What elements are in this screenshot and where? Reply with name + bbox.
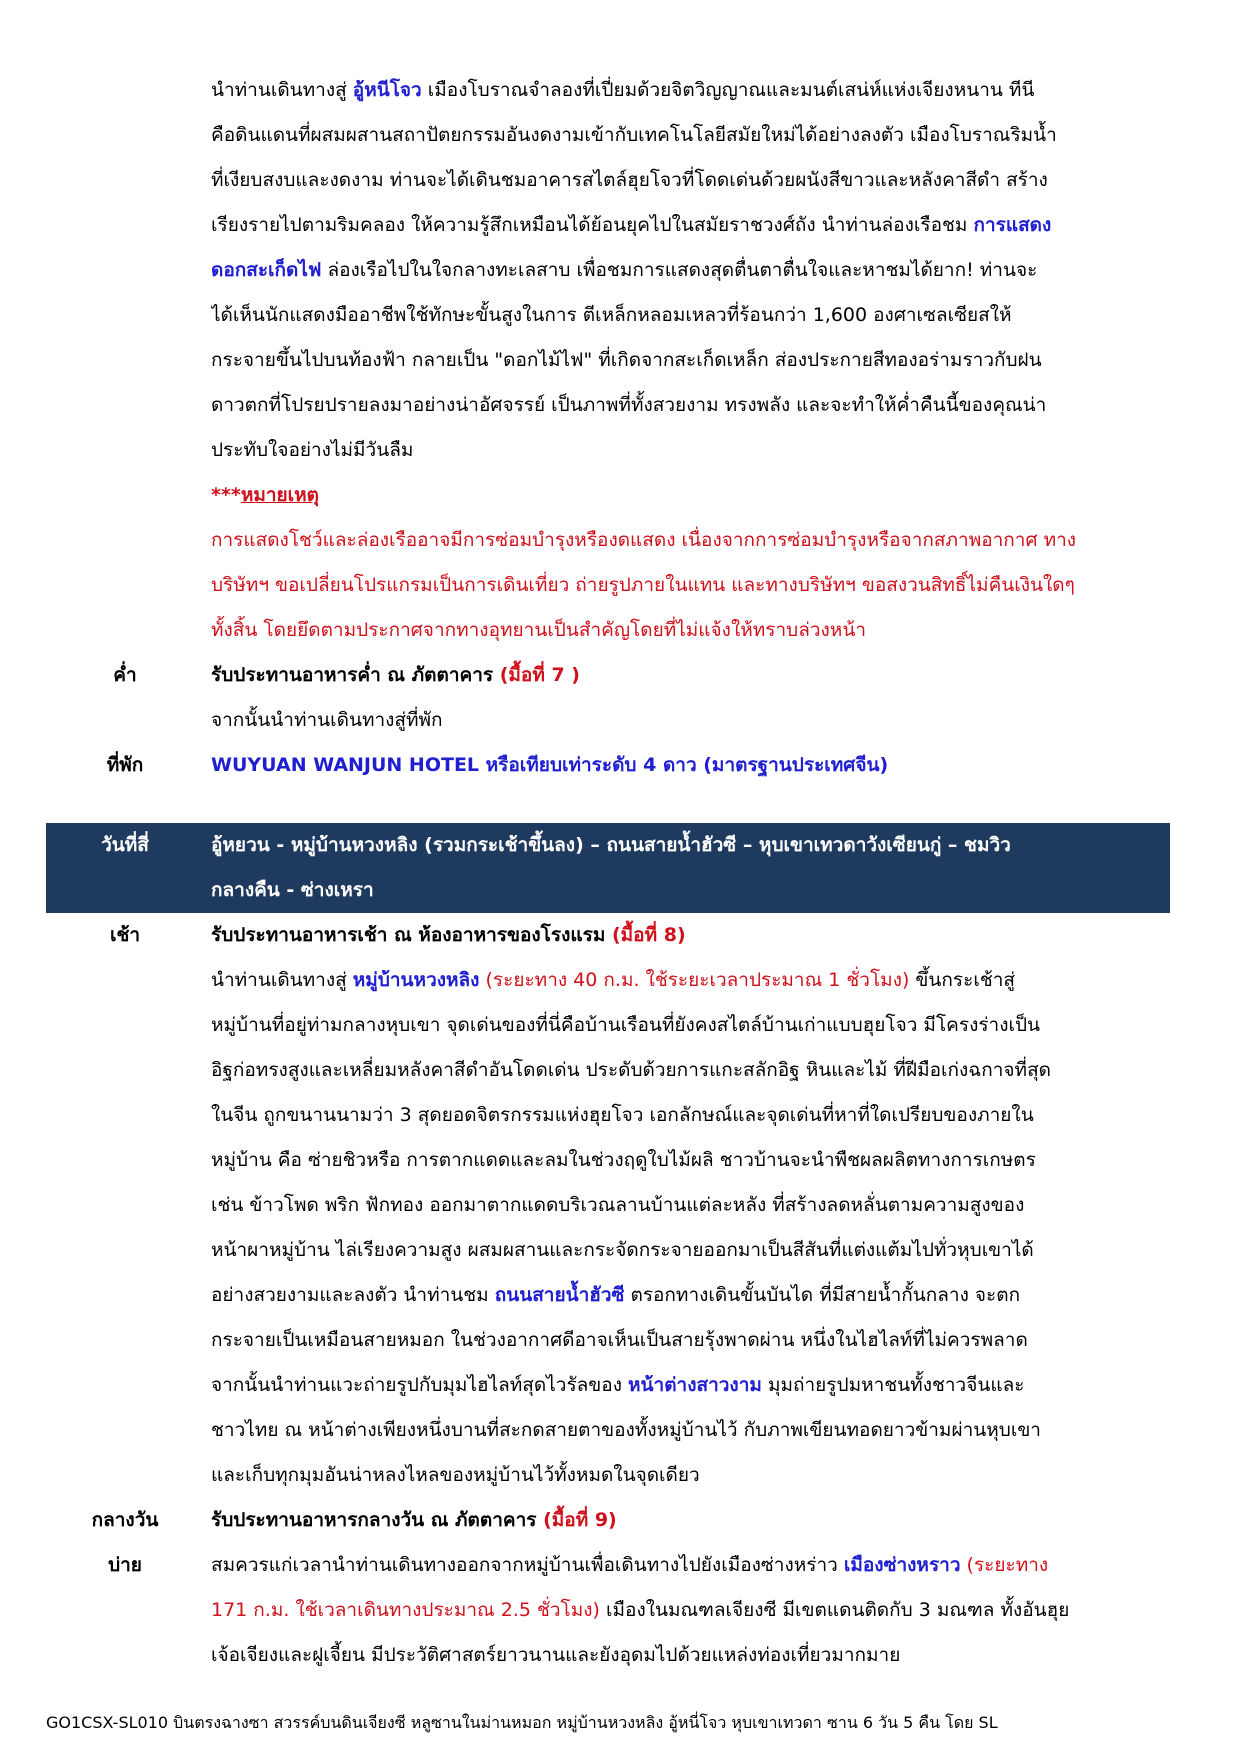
- day4-header: [46, 823, 1170, 913]
- text-span: เมืองโบราณจำลองที่เปี่ยมด้วยจิตวิญญาณและมนต์เสน่ห์แห่งเจียงหนาน ทีนี: [421, 79, 1035, 101]
- note-title: หมายเหตุ: [240, 484, 320, 506]
- text-line: [211, 1543, 1166, 1588]
- dinner-line: [211, 653, 1166, 698]
- lunch-label: กลางวัน: [91, 1509, 159, 1531]
- text-line: ประทับใจอย่างไม่มีวันลืม: [211, 439, 414, 461]
- text-line: เช่น ข้าวโพด พริก ฟักทอง ออกมาตากแดดบริเวณลานบ้านแต่ละหลัง ที่สร้างลดหลั่นตามความสูงของ: [211, 1194, 1025, 1216]
- text-span: เรียงรายไปตามริมคลอง ให้ความรู้สึกเหมือนได้ย้อนยุคไปในสมัยราชวงศ์ถัง นำท่านล่องเรือชม: [211, 214, 974, 236]
- text-span: รับประทานอาหารค่ำ ณ ภัตตาคาร: [211, 664, 500, 686]
- text-line: [211, 248, 1166, 293]
- text-span: มุมถ่ายรูปมหาชนทั้งชาวจีนและ: [761, 1374, 1025, 1396]
- text-line: [211, 68, 1166, 113]
- day4-morning-paragraph: [211, 958, 1166, 1498]
- day-title: [211, 823, 1166, 913]
- breakfast-block: [211, 913, 1166, 958]
- text-line: ได้เห็นนักแสดงมืออาชีพใช้ทักษะขั้นสูงในการ ตีเหล็กหลอมเหลวที่ร้อนกว่า 1,600 องศาเซลเซียสให้: [211, 304, 1012, 326]
- note-line: การแสดงโชว์และล่องเรืออาจมีการซ่อมบำรุงหรืองดแสดง เนื่องจากการซ่อมบำรุงหรือจากสภาพอากาศ ทาง: [211, 529, 1077, 551]
- text-line: ที่เงียบสงบและงดงาม ท่านจะได้เดินชมอาคารสไตล์ฮุยโจวที่โดดเด่นด้วยผนังสีขาวและหลังคาสีดำ สร้าง: [211, 169, 1048, 191]
- text-line: หมู่บ้าน คือ ซ่ายชิวหรือ การตากแดดและลมในช่วงฤดูใบไม้ผลิ ชาวบ้านจะนำพืชผลผลิตทางการเกษตร: [211, 1149, 1036, 1171]
- lunch-block: [211, 1498, 1166, 1543]
- place-highlight: หน้าต่างสาวงาม: [628, 1374, 762, 1396]
- text-span: นำท่านเดินทางสู่: [211, 969, 353, 991]
- text-span: อย่างสวยงามและลงตัว นำท่านชม: [211, 1284, 495, 1306]
- text-line: และเก็บทุกมุมอันน่าหลงไหลของหมู่บ้านไว้ทั้งหมดในจุดเดียว: [211, 1464, 700, 1486]
- hotel-name: WUYUAN WANJUN HOTEL หรือเทียบเท่าระดับ 4 ดาว (มาตรฐานประเทศจีน): [211, 754, 889, 776]
- place-highlight: การแสดง: [973, 214, 1052, 236]
- afternoon-block: [211, 1543, 1166, 1678]
- text-span: นำท่านเดินทางสู่: [211, 79, 353, 101]
- text-line: คือดินแดนที่ผสมผสานสถาปัตยกรรมอันงดงามเข้ากับเทคโนโลยีสมัยใหม่ได้อย่างลงตัว เมืองโบราณริมน้ำ: [211, 124, 1057, 146]
- note-heading: [211, 473, 1166, 518]
- dinner-label: ค่ำ: [113, 664, 137, 686]
- place-highlight: เมืองซ่างหราว: [843, 1554, 961, 1576]
- text-span: ตรอกทางเดินขั้นบันได ที่มีสายน้ำกั้นกลาง จะตก: [624, 1284, 1021, 1306]
- text-line: [211, 1588, 1166, 1633]
- distance-note: 171 ก.ม. ใช้เวลาเดินทางประมาณ 2.5 ชั่วโมง): [211, 1599, 600, 1621]
- text-line: [211, 203, 1166, 248]
- hotel-block: [211, 743, 1166, 788]
- place-highlight: ดอกสะเก็ดไฟ: [211, 259, 322, 281]
- text-span: สมควรแก่เวลานำท่านเดินทางออกจากหมู่บ้านเพื่อเดินทางไปยังเมืองซ่างหร่าว: [211, 1554, 844, 1576]
- text-line: [211, 1273, 1166, 1318]
- text-line: หมู่บ้านที่อยู่ท่ามกลางหุบเขา จุดเด่นของที่นี่คือบ้านเรือนที่ยังคงสไตล์บ้านเก่าแบบฮุยโจว มีโครงร่างเป็น: [211, 1014, 1041, 1036]
- text-line: [211, 958, 1166, 1003]
- day-title-line: อู้หยวน - หมู่บ้านหวงหลิง (รวมกระเช้าขึ้นลง) – ถนนสายน้ำฮัวซี – หุบเขาเทวดาวังเซียนกู่ – ชมวิว: [211, 834, 1011, 856]
- text-span: รับประทานอาหารกลางวัน ณ ภัตตาคาร: [211, 1509, 544, 1531]
- text-line: ชาวไทย ณ หน้าต่างเพียงหนึ่งบานที่สะกดสายตาของทั้งหมู่บ้านไว้ กับภาพเขียนทอดยาวข้ามผ่านหุบเขา: [211, 1419, 1041, 1441]
- note-prefix: ***: [211, 484, 241, 506]
- text-span: เมืองในมณฑลเจียงซี มีเขตแดนติดกับ 3 มณฑล ทั้งอันฮุย: [599, 1599, 1070, 1621]
- text-span: จากนั้นนำท่านแวะถ่ายรูปกับมุมไฮไลท์สุดไวรัลของ: [211, 1374, 629, 1396]
- place-highlight: หมู่บ้านหวงหลิง: [352, 969, 480, 991]
- dinner-block: [211, 653, 1166, 743]
- day3-paragraph: [211, 68, 1166, 473]
- day-label: วันที่สี่: [101, 834, 149, 856]
- text-line: [211, 1363, 1166, 1408]
- hotel-label: ที่พัก: [106, 754, 144, 776]
- page-footer: GO1CSX-SL010 บินตรงฉางซา สวรรค์บนดินเจียงซี หลูซานในม่านหมอก หมู่บ้านหวงหลิง อู้หนี่โจว หุบเขาเทวดา ซาน 6 วัน 5 คืน โดย SL: [46, 1713, 998, 1732]
- meal-number: (มื้อที่ 7 ): [499, 664, 580, 686]
- note-block: [211, 473, 1166, 653]
- distance-note: (ระยะทาง: [960, 1554, 1049, 1576]
- meal-number: (มื้อที่ 8): [611, 924, 686, 946]
- note-line: บริษัทฯ ขอเปลี่ยนโปรแกรมเป็นการเดินเที่ยว ถ่ายรูปภายในแทน และทางบริษัทฯ ขอสงวนสิทธิ์ไม่คืนเงินใดๆ: [211, 574, 1075, 596]
- text-line: ดาวตกที่โปรยปรายลงมาอย่างน่าอัศจรรย์ เป็นภาพที่ทั้งสวยงาม ทรงพลัง และจะทำให้ค่ำคืนนี้ของคุณน่า: [211, 394, 1047, 416]
- breakfast-label: เช้า: [109, 924, 141, 946]
- distance-note: (ระยะทาง 40 ก.ม. ใช้ระยะเวลาประมาณ 1 ชั่วโมง): [479, 969, 910, 991]
- text-line: กระจายเป็นเหมือนสายหมอก ในช่วงอากาศดีอาจเห็นเป็นสายรุ้งพาดผ่าน หนึ่งในไฮไลท์ที่ไม่ควรพลาด: [211, 1329, 1028, 1351]
- day-title-line: กลางคืน - ซ่างเหรา: [211, 879, 374, 901]
- text-span: รับประทานอาหารเช้า ณ ห้องอาหารของโรงแรม: [211, 924, 612, 946]
- text-line: หน้าผาหมู่บ้าน ไล่เรียงความสูง ผสมผสานและกระจัดกระจายออกมาเป็นสีสันที่แต่งแต้มไปทั่วหุบเขาได้: [211, 1239, 1034, 1261]
- breakfast-line: [211, 913, 1166, 958]
- place-highlight: ถนนสายน้ำฮัวซี: [494, 1284, 625, 1306]
- text-span: ล่องเรือไปในใจกลางทะเลสาบ เพื่อชมการแสดงสุดตื่นตาตื่นใจและหาชมได้ยาก! ท่านจะ: [321, 259, 1038, 281]
- lunch-line: [211, 1498, 1166, 1543]
- note-line: ทั้งสิ้น โดยยึดตามประกาศจากทางอุทยานเป็นสำคัญโดยที่ไม่แจ้งให้ทราบล่วงหน้า: [211, 619, 866, 641]
- place-highlight: อู้หนีโจว: [352, 79, 422, 101]
- meal-number: (มื้อที่ 9): [543, 1509, 617, 1531]
- text-line: จากนั้นนำท่านเดินทางสู่ที่พัก: [211, 709, 443, 731]
- text-line: เจ้อเจียงและฝูเจี้ยน มีประวัติศาสตร์ยาวนานและยังอุดมไปด้วยแหล่งท่องเที่ยวมากมาย: [211, 1644, 901, 1666]
- afternoon-label: บ่าย: [108, 1554, 142, 1576]
- text-line: กระจายขึ้นไปบนท้องฟ้า กลายเป็น "ดอกไม้ไฟ" ที่เกิดจากสะเก็ดเหล็ก ส่องประกายสีทองอร่ามราวกับฝน: [211, 349, 1042, 371]
- text-span: ขึ้นกระเช้าสู่: [909, 969, 1015, 991]
- text-line: ในจีน ถูกขนานนามว่า 3 สุดยอดจิตรกรรมแห่งฮุยโจว เอกลักษณ์และจุดเด่นที่หาที่ใดเปรียบของภายใน: [211, 1104, 1034, 1126]
- text-line: อิฐก่อทรงสูงและเหลี่ยมหลังคาสีดำอันโดดเด่น ประดับด้วยการแกะสลักอิฐ หินและไม้ ที่ฝีมือเก่งฉกาจที่สุด: [211, 1059, 1051, 1081]
